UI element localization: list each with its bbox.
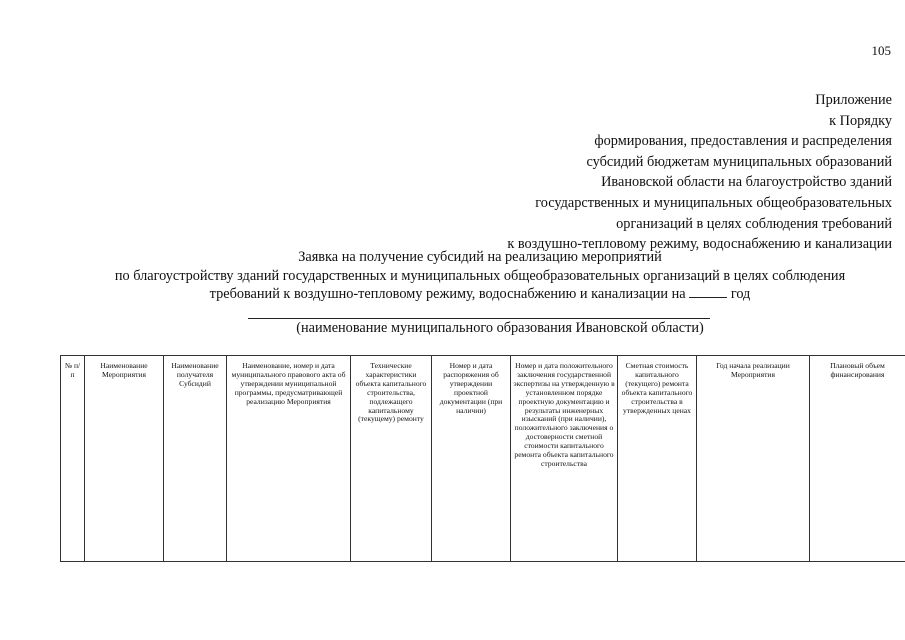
appendix-line: к воздушно-тепловому режиму, водоснабжению и канализации <box>507 236 892 253</box>
municipality-underline <box>248 318 710 319</box>
request-title-suffix: год <box>730 286 751 303</box>
appendix-line: формирования, предоставления и распределения <box>594 133 892 150</box>
request-title-line: Заявка на получение субсидий на реализацию мероприятий <box>298 249 662 265</box>
request-table <box>60 355 905 562</box>
appendix-line: Ивановской области на благоустройство зданий <box>601 174 892 191</box>
column-header-expertise: Номер и дата положительного заключения государственной экспертизы на утвержденную в установленном порядке проектную документацию и результаты инженерных изысканий (при наличии), положительного заключения о достоверности сметной стоимости капитального ремонта объекта капитального строительства <box>511 356 618 562</box>
appendix-header <box>292 90 892 255</box>
appendix-line: к Порядку <box>829 112 892 129</box>
column-header-start-year: Год начала реализации Мероприятия <box>697 356 810 562</box>
column-header-legal-act: Наименование, номер и дата муниципального правового акта об утверждении муниципальной программы, предусматривающей реализацию Мероприятия <box>227 356 351 562</box>
column-header-number: № п/п <box>61 356 85 562</box>
request-title-line: по благоустройству зданий государственных и муниципальных общеобразовательных организаций в целях соблюдения <box>114 267 846 284</box>
appendix-line: государственных и муниципальных общеобразовательных <box>535 194 892 211</box>
column-header-planned-funding: Плановый объем финансирования <box>810 356 905 562</box>
appendix-line: Приложение <box>815 92 892 108</box>
appendix-line: субсидий бюджетам муниципальных образований <box>586 153 892 170</box>
page-number: 105 <box>871 43 891 58</box>
request-title <box>60 248 900 304</box>
column-header-event-name: Наименование Мероприятия <box>85 356 164 562</box>
request-title-line <box>60 285 900 304</box>
year-blank-field <box>689 285 727 298</box>
municipality-label: (наименование муниципального образования Ивановской области) <box>296 320 704 336</box>
column-header-recipient: Наименование получателя Субсидий <box>164 356 227 562</box>
column-header-design-approval: Номер и дата распоряжения об утверждении проектной документации (при наличии) <box>432 356 511 562</box>
request-title-prefix: требований к воздушно-тепловому режиму, водоснабжению и канализации на <box>209 286 686 303</box>
appendix-line: организаций в целях соблюдения требований <box>616 215 892 232</box>
column-header-estimated-cost: Сметная стоимость капитального (текущего) ремонта объекта капитального строительства в утвержденных ценах <box>618 356 697 562</box>
column-header-technical-specs: Технические характеристики объекта капитального строительства, подлежащего капитальному (текущему) ремонту <box>351 356 432 562</box>
